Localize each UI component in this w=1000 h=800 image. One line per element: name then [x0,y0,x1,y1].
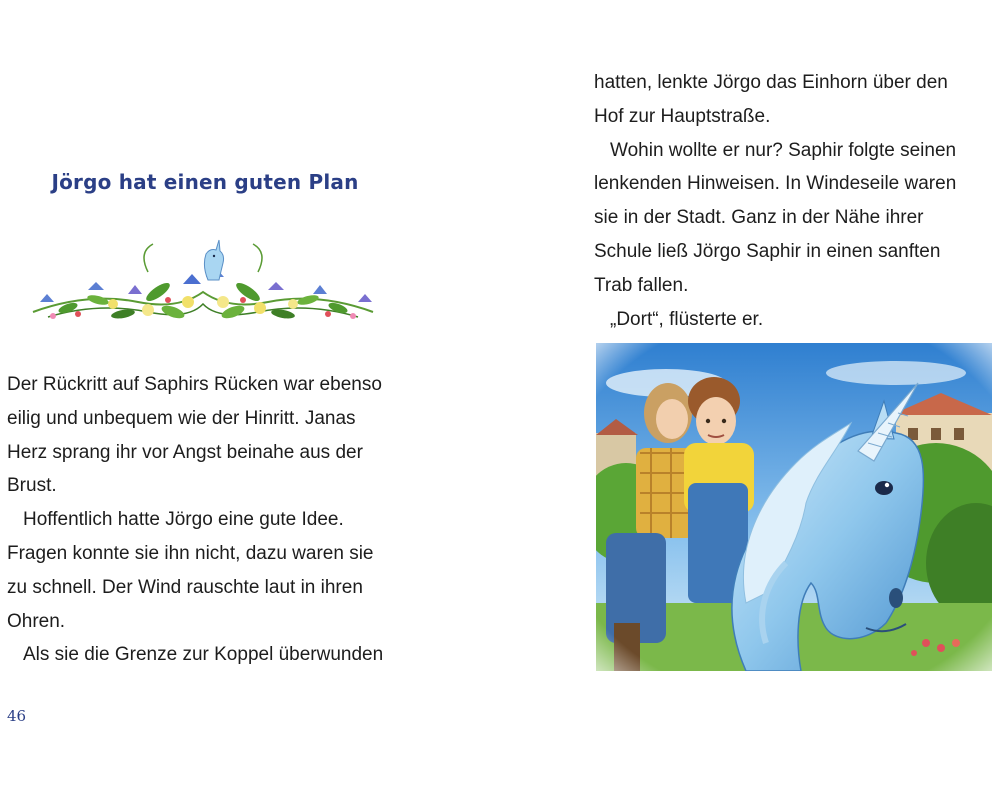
text-line: sie in der Stadt. Ganz in der Nähe ihrer [594,207,924,229]
right-page [500,0,1000,800]
text-line: Wohin wollte er nur? Saphir folgte seinen [610,139,957,161]
text-line: „Dort“, flüsterte er. [610,308,764,330]
page-number: 46 [7,707,27,725]
text-line: Trab fallen. [594,274,689,296]
text-line: Brust. [7,475,57,497]
floral-unicorn-vignette-icon [28,232,378,332]
children-riding-blue-unicorn-illustration [596,343,992,671]
text-line: zu schnell. Der Wind rauschte laut in ihren [7,576,363,598]
text-line: Als sie die Grenze zur Koppel überwunden [23,644,384,666]
text-line: Der Rückritt auf Saphirs Rücken war ebenso [7,374,382,395]
text-line: Hoffentlich hatte Jörgo eine gute Idee. [23,509,344,531]
text-line: Ohren. [7,610,66,632]
right-body-text [594,66,994,336]
text-line: eilig und unbequem wie der Hinritt. Janas [7,407,356,429]
text-line: Hof zur Hauptstraße. [594,105,771,127]
text-line: hatten, lenkte Jörgo das Einhorn über den [594,72,948,93]
chapter-title: Jörgo hat einen guten Plan [51,170,359,194]
text-line: Herz sprang ihr vor Angst beinahe aus der [7,441,363,463]
left-body-text [7,368,427,672]
text-line: lenkenden Hinweisen. In Windeseile waren [594,173,957,195]
text-line: Fragen konnte sie ihn nicht, dazu waren sie [7,542,374,564]
text-line: Schule ließ Jörgo Saphir in einen sanften [594,240,941,262]
